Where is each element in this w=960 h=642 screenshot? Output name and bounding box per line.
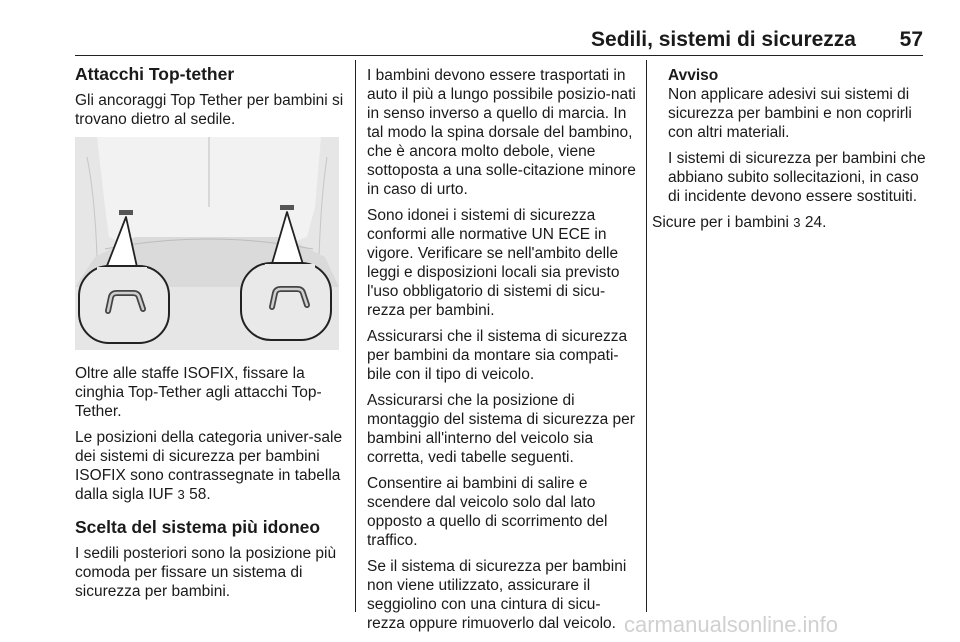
column-divider-2 — [646, 60, 647, 612]
column-divider-1 — [355, 60, 356, 612]
header-divider — [75, 55, 923, 56]
rear-seats-paragraph: I sedili posteriori sono la posizione più comoda per fissare un sistema di sicurezza per bambini. — [75, 545, 337, 600]
page-number: 57 — [899, 28, 923, 51]
exit-side-paragraph: Consentire ai bambini di salire e scendere dal veicolo solo dal lato opposto a quello di scorrimento del traffico. — [367, 475, 608, 549]
right-anchor-mark — [280, 205, 294, 210]
compatibility-paragraph: Assicurarsi che il sistema di sicurezza per bambini da montare sia compati-bile con il tipo di veicolo. — [367, 328, 628, 383]
column-2 — [367, 66, 637, 640]
page-ref-icon: 3 — [177, 487, 185, 502]
right-callout-join — [265, 264, 315, 270]
left-callout-bubble — [79, 266, 169, 343]
ece-regulations-paragraph: Sono idonei i sistemi di sicurezza conformi alle normative UN ECE in vigore. Verificare se nell'ambito delle leggi e disposizioni locali sia previsto l'uso obbligatorio di sistemi di sicu-rezza per bambini. — [367, 207, 620, 319]
child-locks-crossref — [652, 213, 930, 232]
mounting-position-paragraph: Assicurarsi che la posizione di montaggio del sistema di sicurezza per bambini all'interno del veicolo sia corretta, vedi tabelle seguenti. — [367, 392, 635, 466]
universal-category-text: Le posizioni della categoria univer-sale dei sistemi di sicurezza per bambini ISOFIX sono contrassegnate in tabella dalla sigla IUF — [75, 429, 343, 503]
header-title: Sedili, sistemi di sicurezza — [591, 28, 856, 51]
universal-category-paragraph — [75, 428, 349, 504]
left-callout-join — [97, 267, 147, 273]
right-callout-bubble — [241, 263, 331, 340]
crossref-page[interactable]: 24. — [804, 214, 827, 231]
section-heading-choice: Scelta del sistema più idoneo — [75, 517, 321, 537]
intro-paragraph: Gli ancoraggi Top Tether per bambini si trovano dietro al sedile. — [75, 92, 344, 128]
top-tether-figure — [75, 137, 339, 350]
crossref-icon: 3 — [793, 215, 801, 230]
notice-replace-paragraph: I sistemi di sicurezza per bambini che abbiano subito sollecitazioni, in caso di incidente devono essere sostituiti. — [668, 150, 926, 205]
column-3 — [652, 66, 930, 239]
crossref-text: Sicure per i bambini — [652, 214, 789, 231]
notice-title: Avviso — [668, 67, 719, 84]
column-1 — [75, 63, 349, 608]
left-anchor-mark — [119, 210, 133, 215]
notice-box — [652, 66, 930, 206]
unused-seat-paragraph: Se il sistema di sicurezza per bambini non viene utilizzato, assicurare il seggiolino con una cintura di sicu-rezza oppure rimuoverlo dal veicolo. — [367, 558, 627, 632]
isofix-paragraph: Oltre alle staffe ISOFIX, fissare la cinghia Top-Tether agli attacchi Top-Tether. — [75, 365, 322, 420]
page-ref-number[interactable]: 58. — [189, 486, 211, 503]
watermark: carmanualsonline.info — [624, 612, 839, 637]
rearward-facing-paragraph: I bambini devono essere trasportati in auto il più a lungo possibile posizio-nati in senso inverso a quello di marcia. In tal modo la spina dorsale del bambino, che è ancora molto debole, viene sottoposta a una solle-citazione minore in caso di urto. — [367, 67, 636, 198]
notice-stickers-paragraph: Non applicare adesivi sui sistemi di sicurezza per bambini e non coprirli con altri materiali. — [668, 86, 912, 141]
section-heading-top-tether: Attacchi Top-tether — [75, 64, 235, 84]
